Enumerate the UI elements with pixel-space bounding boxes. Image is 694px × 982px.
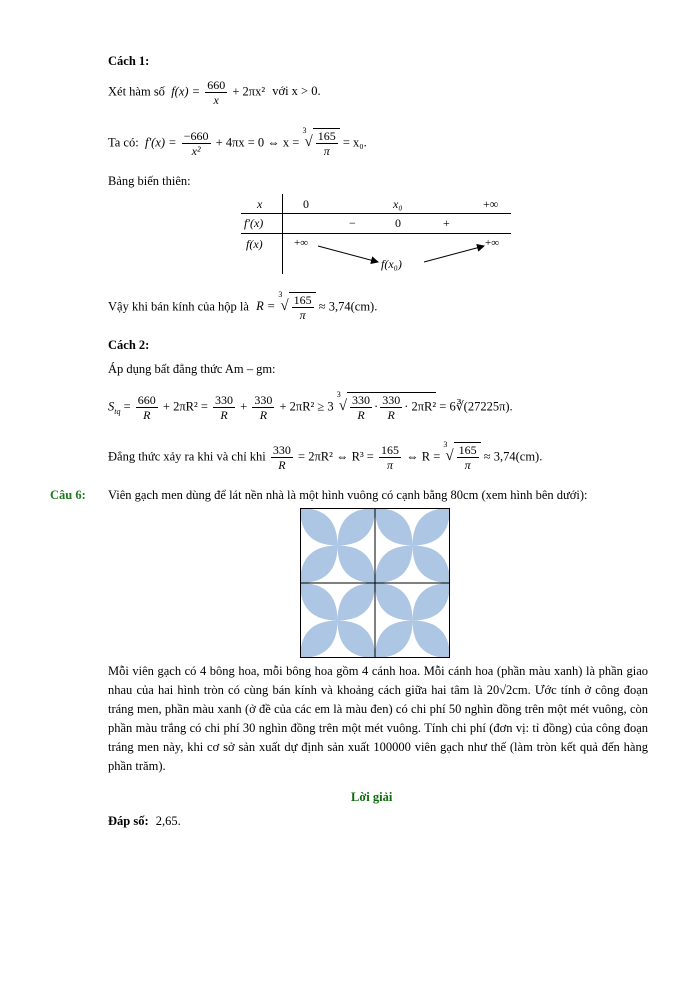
fraction-165-pi-root (457, 443, 479, 472)
eq-sign-1: = (123, 399, 131, 414)
fraction-165-pi (316, 129, 338, 158)
frac-num: 165 (317, 129, 336, 143)
f-of-x: f(x) = (168, 84, 201, 99)
question-label: Câu 6: (50, 488, 86, 502)
fraction-330-R (213, 393, 235, 422)
flower-bottom-left (300, 583, 375, 658)
table-fprime-label: f′(x) (244, 216, 264, 230)
fraction-330-R-eq (271, 443, 293, 472)
table-x-x0: x₀ (393, 197, 403, 211)
conclusion-root: $^3$√ $\frac{165}{\pi}$ (278, 299, 315, 313)
fraction-660-R (136, 393, 158, 422)
s-sub: tq (114, 406, 121, 416)
frac-den: R (143, 408, 151, 422)
conclusion-tail: ≈ 3,74(cm). (318, 299, 378, 314)
frac-num: −660 (183, 129, 209, 143)
function-definition (108, 78, 321, 107)
frac-den: x² (191, 144, 201, 158)
plus-sign: + (240, 399, 248, 414)
fraction-330-R-3 (350, 393, 372, 422)
frac-den: π (464, 458, 471, 472)
conclusion-lhs: R = (256, 299, 276, 314)
conclusion-prefix: Vậy khi bán kính của hộp là (108, 299, 249, 314)
frac-den: R (278, 458, 286, 472)
method2-title: Cách 2: (108, 338, 150, 352)
amgm-tail: + 2πR² ≥ 3 (279, 399, 334, 414)
frac-num: 330 (254, 393, 273, 407)
amgm-line (108, 392, 513, 422)
table-vline (282, 194, 283, 274)
table-sign-zero: 0 (395, 216, 401, 230)
frac-num: 330 (352, 393, 371, 407)
deriv-tail: + 4πx = 0 ⇔ x = (215, 135, 300, 150)
frac-den: π (386, 458, 393, 472)
amgm-root: $^3$√ $\frac{330}{R}$ · $\frac{330}{R}$ · 2πR² (336, 390, 437, 422)
method1-conclusion (108, 292, 377, 322)
root-tail: = x₀. (342, 135, 367, 150)
frac-den: R (387, 408, 395, 422)
frac-num: 660 (137, 393, 156, 407)
question-text: Viên gạch men dùng để lát nền nhà là một hình vuông có cạnh bằng 80cm (xem hình bên dưới): (108, 488, 588, 502)
cube-root: $^3$√ $\frac{165}{\pi}$ (302, 135, 339, 149)
eq-part-2: ⇔ R = (406, 449, 441, 464)
arrow-increasing (424, 246, 484, 262)
amgm-part-1: + 2πR² = (162, 399, 208, 414)
deriv-prefix: Ta có: (108, 135, 139, 150)
fraction-165-pi-eq (379, 443, 401, 472)
frac-num: 330 (272, 443, 291, 457)
frac-num: 165 (293, 293, 312, 307)
fraction-165-pi (292, 293, 314, 322)
variation-arrows (300, 240, 510, 270)
table-x-inf: +∞ (483, 197, 499, 211)
equality-line (108, 442, 542, 472)
fraction-deriv (182, 129, 211, 158)
f-tail: + 2πx² (232, 84, 266, 99)
term-2piR2: · 2πR² (404, 399, 437, 414)
table-f-label: f(x) (246, 237, 263, 251)
frac-num: 165 (458, 443, 477, 457)
frac-den: R (259, 408, 268, 422)
frac-den: π (299, 308, 306, 322)
answer-value: 2,65. (155, 814, 181, 828)
table-x-0: 0 (303, 197, 309, 211)
fraction-330-R-4 (380, 393, 402, 422)
method2-intro: Áp dụng bất đẳng thức Am – gm: (108, 362, 276, 376)
flower-bottom-right (375, 583, 450, 658)
frac-den: π (323, 144, 330, 158)
domain-text: với x > 0. (272, 84, 321, 99)
equality-tail: ≈ 3,74(cm). (483, 449, 543, 464)
table-caption: Bảng biến thiên: (108, 174, 191, 188)
question-body: Mỗi viên gạch có 4 bông hoa, mỗi bông hoa gồm 4 cánh hoa. Mỗi cánh hoa (phần màu xanh) là phần giao nhau của hai hình tròn có cùng bán kính và khoảng cách giữa hai tâm là 20√2cm. Ước tính ở công đoạn tráng men, phần màu xanh (ở đề của các em là màu đen) có chi phí 50 nghìn đồng trên một mét vuông, còn phần màu trắng có chi phí 30 nghìn đồng trên một mét vuông. Tính chi phí (đơn vị: tỉ đồng) của công đoạn tráng men này, khi cơ sở sản xuất dự định sản xuất 100000 viên gạch như thế (làm tròn kết quả đến hàng phần trăm). (108, 664, 648, 773)
equality-prefix: Đẳng thức xảy ra khi và chỉ khi (108, 449, 266, 464)
solution-heading: Lời giải (351, 790, 393, 804)
amgm-result: = 6∛(27225π). (439, 399, 513, 414)
table-f-end: +∞ (485, 237, 500, 249)
derivative-line (108, 128, 367, 158)
frac-num: 330 (382, 393, 401, 407)
frac-den: R (357, 408, 365, 422)
flower-top-left (300, 508, 375, 583)
table-f-min: f(x₀) (381, 257, 402, 271)
fraction-330-R-2 (252, 393, 274, 422)
frac-den: x (213, 93, 219, 107)
consider-prefix: Xét hàm số (108, 84, 165, 99)
s-label: S (108, 399, 115, 414)
table-x-label: x (257, 197, 263, 211)
method1-title: Cách 1: (108, 54, 150, 68)
frac-num: 330 (215, 393, 234, 407)
arrow-decreasing (318, 246, 378, 262)
frac-num: 165 (381, 443, 399, 457)
table-hline-1 (241, 213, 511, 214)
table-sign-plus: + (443, 216, 450, 230)
flower-top-right (375, 508, 450, 583)
table-sign-minus: − (349, 216, 356, 230)
table-hline-2 (241, 233, 511, 234)
frac-num: 660 (207, 78, 226, 92)
answer-line (108, 814, 181, 829)
f-prime: f′(x) = (141, 135, 177, 150)
table-f-start: +∞ (294, 237, 309, 249)
frac-den: R (220, 408, 228, 422)
answer-label: Đáp số: (108, 814, 149, 828)
eq-root: $^3$√ $\frac{165}{\pi}$ (443, 449, 480, 463)
eq-part-1: = 2πR² ⇔ R³ = (298, 449, 374, 464)
fraction-660-x (205, 78, 227, 107)
tile-figure (300, 508, 450, 658)
